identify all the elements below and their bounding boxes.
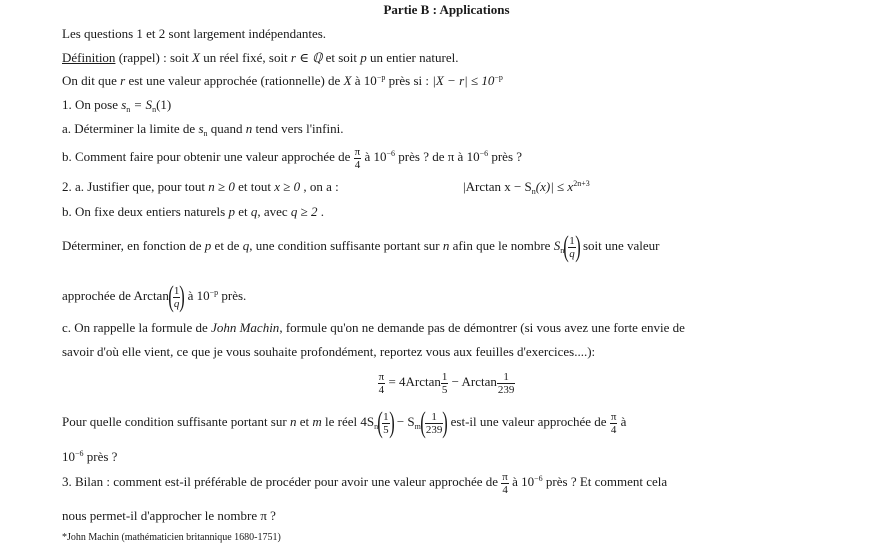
intro-text: Les questions 1 et 2 sont largement indépendantes. xyxy=(62,26,327,41)
pi-over-4-fraction: $\frac{\pi}{4}$ xyxy=(354,145,361,171)
question-2b: b. On fixe deux entiers naturels p et q, avec q ≥ 2 . xyxy=(62,204,325,219)
one-over-q-fraction-2: $\frac{1}{q}$ xyxy=(173,284,180,310)
question-1b: b. Comment faire pour obtenir une valeur approchée de $\frac{\pi}{4}$ à $10^{-6}$ près ? de π à $10^{-6}$ près ? xyxy=(62,145,523,171)
definition-word: Définition xyxy=(62,50,116,65)
definition-line: Définition (rappel) : soit X un réel fixé, soit r ∈ ℚ et soit p un entier naturel. xyxy=(62,50,459,65)
question-2c-condition: Pour quelle condition suffisante portant sur n et m le réel $4S_n$( $\frac{1}{5}$ ) − $S_m$( $\frac{1}{239}$ ) est-il une valeur approchée de $\frac{\pi}{4}$ à xyxy=(62,406,627,440)
page-title: Partie B : Applications xyxy=(383,2,510,17)
question-1a: a. Déterminer la limite de $s_n$ quand n tend vers l'infini. xyxy=(62,121,344,138)
question-2b-determine: Déterminer, en fonction de p et de q, une condition suffisante portant sur n afin que le nombre $S_n$( $\frac{1}{q}$ ) soit une valeur xyxy=(62,230,660,264)
question-2c-continued: savoir d'où elle vient, ce que je vous souhaite profondément, reportez vous aux feuilles d'exercices....): xyxy=(62,344,596,359)
one-over-q-fraction: $\frac{1}{q}$ xyxy=(569,234,575,260)
question-2a: 2. a. Justifier que, pour tout n ≥ 0 et tout x ≥ 0 , on a : xyxy=(62,179,339,194)
john-machin-name: John Machin xyxy=(211,320,280,335)
question-3: 3. Bilan : comment est-il préférable de procéder pour avoir une valeur approchée de $\frac{\pi}{4}$ à $10^{-6}$ près ? Et comment cela xyxy=(62,470,668,496)
machin-formula: $\frac{\pi}{4}$ = 4Arctan $\frac{1}{5}$ − Arctan $\frac{1}{239}$ xyxy=(378,370,515,396)
footnote: *John Machin (mathématicien britannique 1680-1751) xyxy=(62,532,281,543)
question-3-continued: nous permet-il d'approcher le nombre π ? xyxy=(62,508,276,523)
question-1: 1. On pose $s_n = S_n(1)$ xyxy=(62,97,172,114)
question-2b-arctan: approchée de Arctan( $\frac{1}{q}$ ) à $10^{-p}$ près. xyxy=(62,280,247,314)
question-2c: c. On rappelle la formule de John Machin, formule qu'on ne demande pas de démontrer (si vous avez une forte envie de xyxy=(62,320,685,335)
question-2c-precision: $10^{-6}$ près ? xyxy=(62,449,118,464)
approx-definition-line: On dit que r est une valeur approchée (rationnelle) de X à $10^{-p}$ près si : $|X - r| \le 10^{-p}$ xyxy=(62,73,503,88)
arctan-inequality: |Arctan $x - S_n(x)| \le x^{2n+3}$ xyxy=(463,179,590,196)
